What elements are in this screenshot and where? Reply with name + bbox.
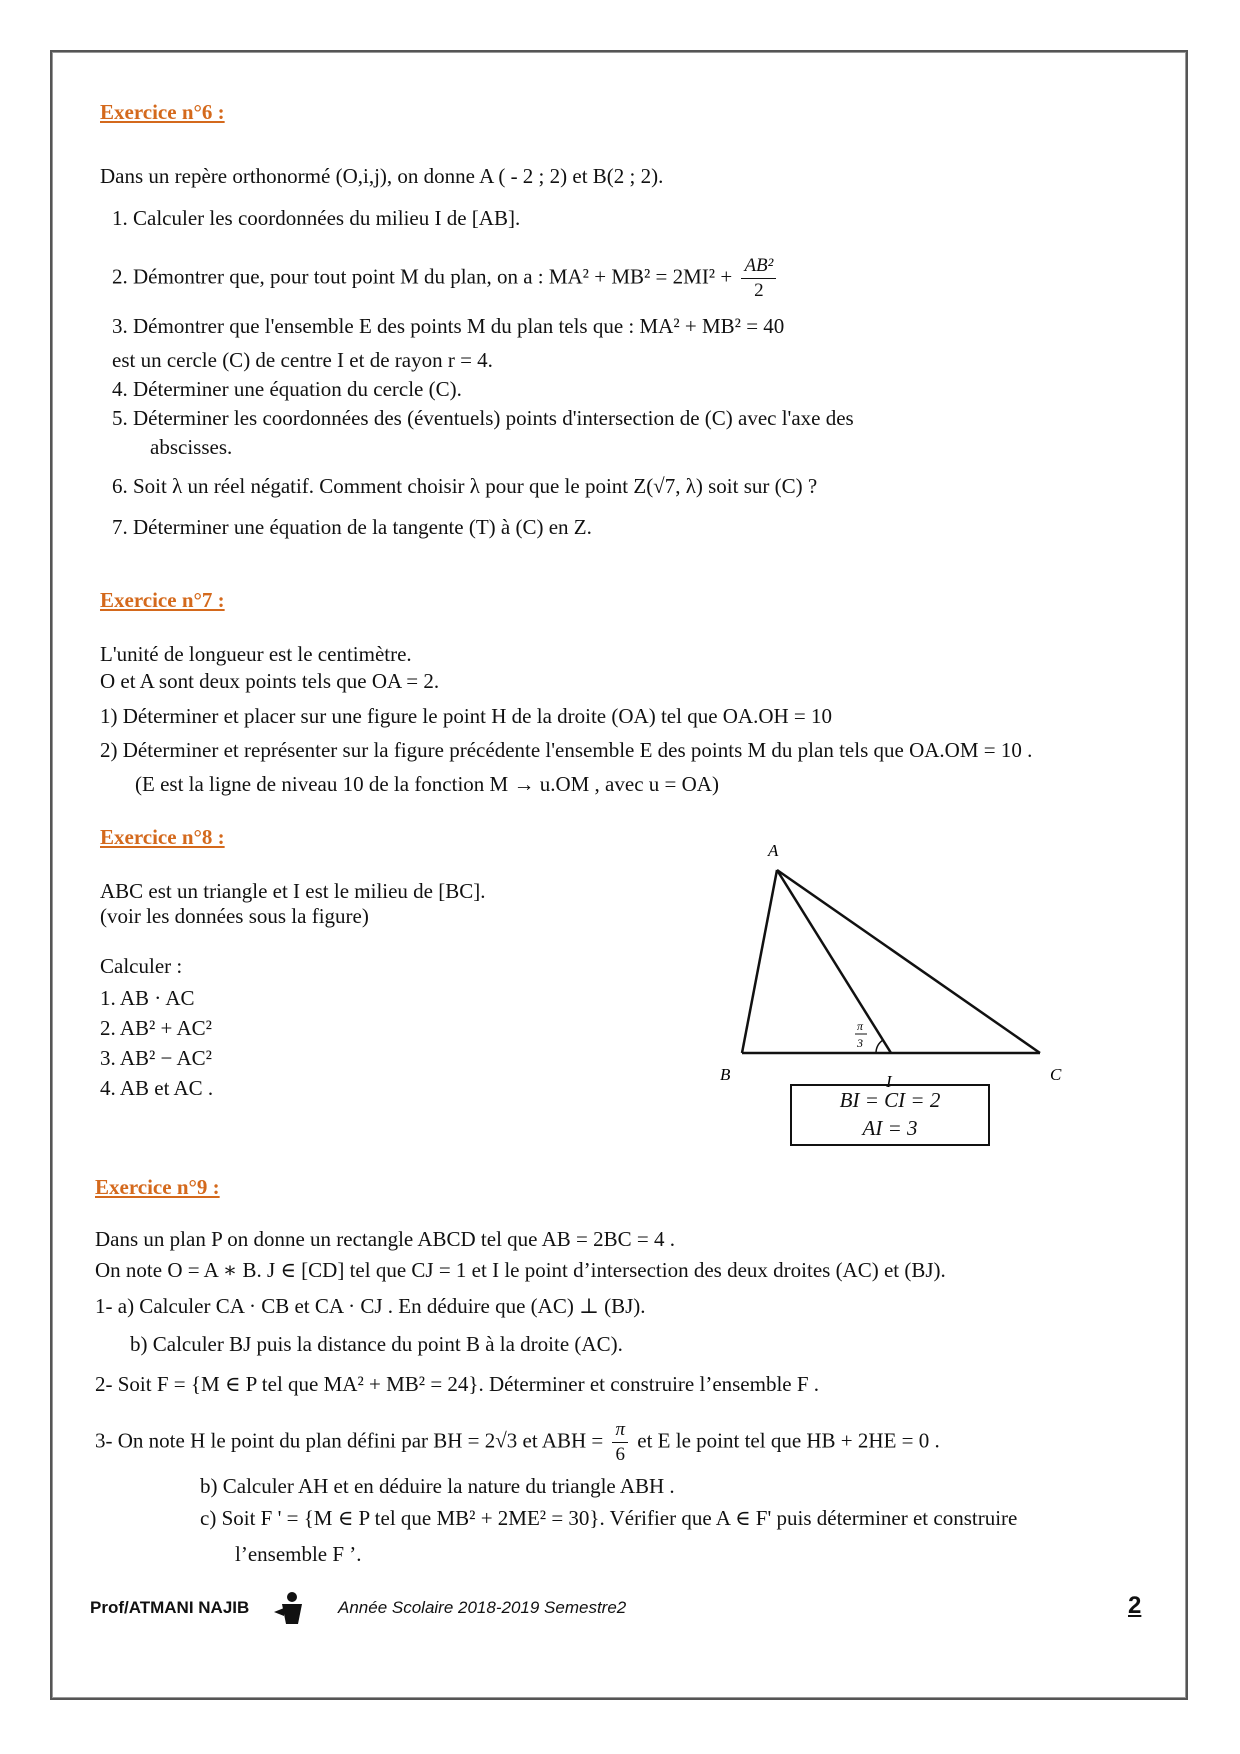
exercise-7-note: (E est la ligne de niveau 10 de la fonction M → u.OM , avec u = OA) <box>135 772 719 796</box>
exercise-8-title: Exercice n°8 : <box>100 825 225 849</box>
exercise-6-item-5-cont: abscisses. <box>150 435 233 459</box>
exercise-7-item-1: 1) Déterminer et placer sur une figure le point H de la droite (OA) tel que OA.OH = 10 <box>100 704 833 728</box>
fraction-ab2-over-2 <box>741 254 776 303</box>
exercise-8-line-1: ABC est un triangle et I est le milieu de [BC]. <box>100 879 486 903</box>
exercise-7-item-2: 2) Déterminer et représenter sur la figure précédente l'ensemble E des points M du plan tels que OA.OM = 10 . <box>100 738 1033 762</box>
exercise-9-item-3c-cont: l’ensemble F ’. <box>235 1542 362 1566</box>
exercise-9-item-1b: b) Calculer BJ puis la distance du point B à la droite (AC). <box>130 1332 623 1356</box>
exercise-7-line-2: O et A sont deux points tels que OA = 2. <box>100 669 440 693</box>
exercise-6-intro: Dans un repère orthonormé (O,i,j), on donne A ( - 2 ; 2) et B(2 ; 2). <box>100 164 664 188</box>
exercise-7-title: Exercice n°7 : <box>100 588 225 612</box>
exercise-6-item-6: 6. Soit λ un réel négatif. Comment choisir λ pour que le point Z(√7, λ) soit sur (C) ? <box>112 474 818 498</box>
exercise-8-calculer: Calculer : <box>100 954 183 978</box>
exercise-9-title: Exercice n°9 : <box>95 1175 220 1199</box>
fraction-numerator: π <box>612 1418 628 1443</box>
exercise-9-item-3-text: 3- On note H le point du plan défini par BH = 2√3 et ABH = <box>95 1428 604 1453</box>
exercise-9-item-3 <box>95 1418 940 1467</box>
exercise-6-item-5: 5. Déterminer les coordonnées des (éventuels) points d'intersection de (C) avec l'axe des <box>112 406 854 430</box>
exercise-9-item-3b: b) Calculer AH et en déduire la nature du triangle ABH . <box>200 1474 675 1498</box>
exercise-7-line-1: L'unité de longueur est le centimètre. <box>100 642 412 666</box>
exercise-8-item-2: 2. AB² + AC² <box>100 1016 212 1040</box>
side-ac <box>777 870 1040 1053</box>
angle-denominator: 3 <box>857 1036 863 1050</box>
exercise-8-item-1: 1. AB · AC <box>100 986 195 1010</box>
label-i: I <box>886 1072 892 1091</box>
exercise-9-line-2: On note O = A ∗ B. J ∈ [CD] tel que CJ = 1 et I le point d’intersection des deux droites (AC) et (BJ). <box>95 1258 946 1282</box>
label-b: B <box>720 1065 731 1084</box>
data-line-2: AI = 3 <box>862 1116 918 1140</box>
author-logo-icon <box>272 1590 312 1626</box>
fraction-denominator: 6 <box>615 1444 625 1465</box>
exercise-6-item-3-cont: est un cercle (C) de centre I et de rayon r = 4. <box>112 348 493 372</box>
exercise-6-item-3: 3. Démontrer que l'ensemble E des points M du plan tels que : MA² + MB² = 40 <box>112 314 785 338</box>
exercise-6-item-7: 7. Déterminer une équation de la tangente (T) à (C) en Z. <box>112 515 592 539</box>
triangle-data-box <box>790 1084 990 1146</box>
fraction-pi-over-6 <box>612 1418 628 1467</box>
exercise-6-item-1: 1. Calculer les coordonnées du milieu I de [AB]. <box>112 206 521 230</box>
fraction-denominator: 2 <box>754 280 764 301</box>
exercise-9-item-3-text-end: et E le point tel que HB + 2HE = 0 . <box>637 1428 940 1453</box>
exercise-8-item-4: 4. AB et AC . <box>100 1076 214 1100</box>
footer-school-year: Année Scolaire 2018-2019 Semestre2 <box>338 1598 627 1617</box>
fraction-numerator: AB² <box>741 254 776 279</box>
exercise-9-line-1: Dans un plan P on donne un rectangle ABCD tel que AB = 2BC = 4 . <box>95 1227 675 1251</box>
label-c: C <box>1050 1065 1062 1084</box>
angle-numerator: π <box>857 1019 864 1033</box>
exercise-8-item-3: 3. AB² − AC² <box>100 1046 212 1070</box>
exercise-6-item-4: 4. Déterminer une équation du cercle (C). <box>112 377 462 401</box>
page-number: 2 <box>1128 1592 1142 1619</box>
side-ab <box>742 870 777 1053</box>
exercise-9-item-3c: c) Soit F ' = {M ∈ P tel que MB² + 2ME² = 30}. Vérifier que A ∈ F' puis déterminer et construire <box>200 1506 1018 1530</box>
angle-arc <box>876 1040 883 1053</box>
exercise-8-line-2: (voir les données sous la figure) <box>100 904 369 928</box>
label-a: A <box>768 841 779 860</box>
median-ai <box>777 870 891 1053</box>
exercise-9-item-1a: 1- a) Calculer CA · CB et CA · CJ . En déduire que (AC) ⊥ (BJ). <box>95 1294 646 1318</box>
exercise-9-item-2: 2- Soit F = {M ∈ P tel que MA² + MB² = 24}. Déterminer et construire l’ensemble F . <box>95 1372 820 1396</box>
exercise-6-item-2 <box>112 254 780 303</box>
exercise-6-title: Exercice n°6 : <box>100 100 225 124</box>
footer-author: Prof/ATMANI NAJIB <box>90 1598 250 1617</box>
data-line-1: BI = CI = 2 <box>839 1088 941 1112</box>
exercise-6-item-2-text: 2. Démontrer que, pour tout point M du plan, on a : MA² + MB² = 2MI² + <box>112 264 733 289</box>
